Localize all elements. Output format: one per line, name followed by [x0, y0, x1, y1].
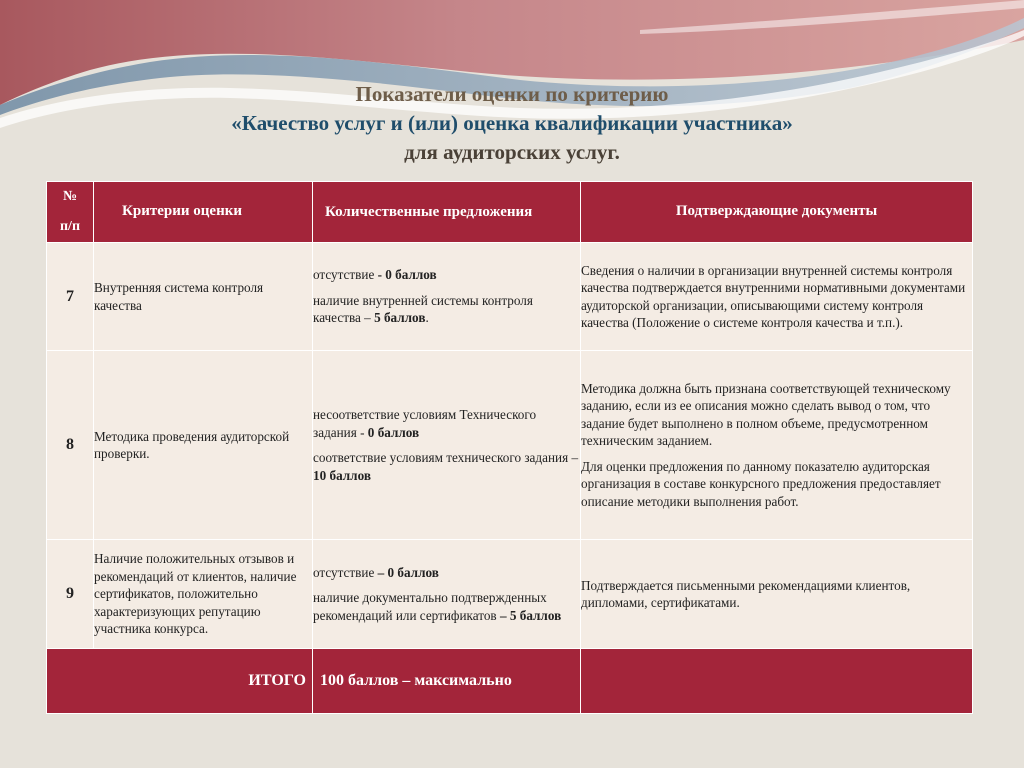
table-row [47, 540, 973, 649]
documents-text: Подтверждается письменными рекомендациями клиентов, дипломами, сертификатами. [581, 577, 911, 610]
quantity-option: соответствие условиям технического задания – 10 баллов [313, 450, 579, 483]
header-criteria: Критерии оценки [94, 182, 313, 243]
documents-cell [581, 243, 973, 351]
documents-text: Методика должна быть признана соответствующей техническому заданию, если из ее описания можно сделать вывод о том, что задание будет выполнено в полном объеме, предусмотренном техническим заданием. [581, 380, 951, 449]
total-empty-cell [581, 649, 973, 714]
quantity-option: наличие документально подтвержденных рекомендаций или сертификатов – 5 баллов [313, 590, 562, 623]
quantity-option: несоответствие условиям Технического задания - 0 баллов [313, 407, 537, 440]
quantity-option: наличие внутренней системы контроля качества – 5 баллов. [313, 292, 533, 326]
total-row [47, 649, 973, 714]
criterion-cell: Наличие положительных отзывов и рекомендаций от клиентов, наличие сертификатов, положительно характеризующих репутацию участника конкурса. [94, 540, 313, 649]
title-line-3: для аудиторских услуг. [404, 140, 620, 164]
criterion-cell: Внутренняя система контроля качества [94, 243, 313, 351]
row-number: 7 [47, 243, 94, 351]
quantity-option: отсутствие - 0 баллов [313, 267, 437, 283]
documents-cell [581, 351, 973, 540]
quantity-cell [313, 243, 581, 351]
header-number [47, 182, 94, 243]
table-header-row [47, 182, 973, 243]
header-number-symbol: № [62, 189, 78, 204]
table-row [47, 243, 973, 351]
documents-text: Для оценки предложения по данному показателю аудиторская организация в составе конкурсного предложения предоставляет описание методики выполнения работ. [581, 458, 941, 509]
quantity-cell [313, 351, 581, 540]
documents-text: Сведения о наличии в организации внутренней системы контроля качества подтверждается внутренними нормативными документами аудиторской организации, описывающими систему контроля качества (Положение о системе контроля качества и т.п.). [581, 262, 966, 330]
row-number: 8 [47, 351, 94, 540]
slide-title [0, 80, 1024, 167]
title-line-2: «Качество услуг и (или) оценка квалификации участника» [231, 111, 793, 135]
header-number-abbr: п/п [59, 219, 81, 234]
row-number: 9 [47, 540, 94, 649]
header-quantity: Количественные предложения [313, 182, 581, 243]
table-row [47, 351, 973, 540]
header-documents: Подтверждающие документы [581, 182, 973, 243]
documents-cell [581, 540, 973, 649]
title-line-1: Показатели оценки по критерию [355, 82, 669, 106]
quantity-cell [313, 540, 581, 649]
total-label: ИТОГО [47, 649, 313, 714]
criterion-cell: Методика проведения аудиторской проверки. [94, 351, 313, 540]
total-value: 100 баллов – максимально [313, 649, 581, 714]
criteria-table [46, 181, 973, 714]
quantity-option: отсутствие – 0 баллов [313, 564, 439, 580]
